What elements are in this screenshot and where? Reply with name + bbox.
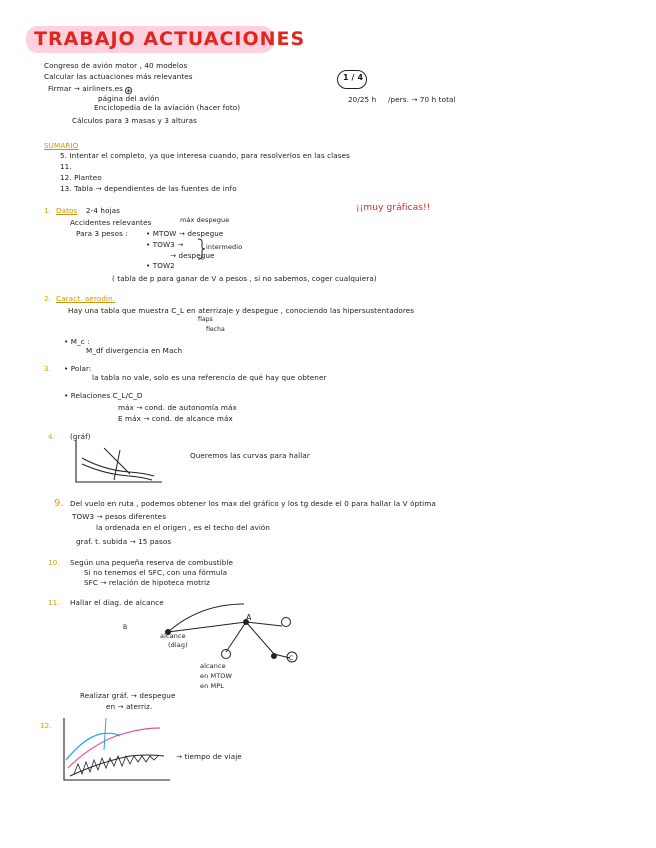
section-1-line-6: • TOW2: [146, 261, 175, 270]
section-11-footer-1: Realizar gráf. → despegue: [80, 691, 176, 700]
time-note: 20/25 h: [348, 95, 377, 104]
node-c-label: C: [289, 655, 294, 662]
section-3-line-4: máx → cond. de autonomía máx: [118, 403, 237, 412]
diagram-label-3: alcance: [200, 662, 226, 670]
intro-line-5: Enciclopedia de la aviación (hacer foto): [94, 103, 241, 112]
section-2-line-mdf: M_df divergencia en Mach: [86, 346, 183, 355]
diagram-label-1: alcance: [160, 632, 186, 640]
intro-line-6: Cálculos para 3 masas y 3 alturas: [72, 116, 197, 125]
section-1-pages: 2-4 hojas: [86, 206, 121, 215]
intro-line-2: Calcular las actuaciones más relevantes: [44, 72, 193, 81]
section-10-line-2: Si no tenemos el SFC, con una fórmula: [84, 568, 228, 577]
section-12-number: 12.: [40, 721, 52, 730]
section-2-heading: Caract. aerodin.: [56, 294, 116, 303]
section-9-line-1: Del vuelo en ruta , podemos obtener los max del gráfico y los tg desde el 0 para hallar la V óptima: [70, 499, 436, 508]
section-3-line-1: • Polar:: [64, 364, 92, 373]
section-2-flecha: flecha: [206, 326, 225, 333]
section-10-line-1: Según una pequeña reserva de combustible: [70, 558, 234, 567]
section-1-line-4: • TOW3 →: [146, 240, 184, 249]
section-1-number: 1.: [44, 206, 52, 215]
node-b-label: B: [123, 624, 128, 631]
section-10-number: 10.: [48, 558, 60, 567]
diagram-label-4: en MTOW: [200, 672, 233, 680]
section-2-line-1: Hay una tabla que muestra C_L en aterrizaje y despegue , conociendo las hipersustentadores: [68, 306, 415, 315]
section-3-line-5: E máx → cond. de alcance máx: [118, 414, 233, 423]
important-note: ¡¡muy gráficas!!: [356, 203, 431, 213]
section-11-number: 11.: [48, 598, 60, 607]
section-9-line-4: graf. t. subida → 15 pasos: [76, 537, 172, 546]
section-1-line-3: • MTOW → despegue: [146, 229, 224, 238]
section-4-caption: Queremos las curvas para hallar: [190, 451, 310, 460]
section-9-number: 9.: [54, 498, 64, 509]
section-4-sketch: [74, 440, 164, 485]
section-2-number: 2.: [44, 294, 52, 303]
diagram-label-2: (diag): [168, 641, 188, 649]
node-a-label: A: [246, 613, 252, 622]
section-1-side-1: máx despegue: [180, 216, 230, 224]
section-12-sketch: [60, 716, 178, 784]
section-3-line-2: la tabla no vale, solo es una referencia de qué hay que obtener: [92, 373, 327, 382]
section-1-line-5: → despegue: [170, 251, 215, 260]
section-10-line-3: SFC → relación de hipoteca motriz: [84, 578, 211, 587]
page-title: TRABAJO ACTUACIONES: [34, 28, 306, 50]
target-icon: ⊛: [124, 84, 134, 97]
sumario-heading: SUMARIO: [44, 141, 79, 150]
intro-line-1: Congreso de avión motor , 40 modelos: [44, 61, 188, 70]
section-2-line-mc: • M_c :: [64, 337, 90, 346]
time-note-total: /pers. → 70 h total: [388, 95, 456, 104]
section-1-heading: Datos: [56, 206, 78, 215]
sumario-item-2: 11.: [60, 162, 72, 171]
section-1-line-1: Accidentes relevantes: [70, 218, 152, 227]
section-1-side-2: intermedio: [206, 243, 243, 251]
section-4-number: 4.: [48, 432, 56, 441]
intro-line-4: página del avión: [98, 94, 160, 103]
section-1-line-2: Para 3 pesos :: [76, 229, 128, 238]
section-9-line-3: la ordenada en el origen , es el techo del avión: [96, 523, 271, 532]
sumario-item-3: 12. Planteo: [60, 173, 102, 182]
section-9-line-2: TOW3 → pesos diferentes: [72, 512, 167, 521]
section-11-line-1: Hallar el diag. de alcance: [70, 598, 164, 607]
sumario-item-4: 13. Tabla → dependientes de las fuentes de info: [60, 184, 237, 193]
brace-icon: [196, 238, 206, 260]
hours-box-label: 1 / 4: [343, 73, 364, 82]
sumario-item-1: 5. Intentar el completo, ya que interesa cuando, para resolverlos en las clases: [60, 151, 350, 160]
section-1-line-7: ( tabla de p para ganar de V a pesos , si no sabemos, coger cualquiera): [112, 274, 377, 283]
section-3-line-3: • Relaciones C_L/C_D: [64, 391, 143, 400]
intro-line-3: Firmar → airliners.es: [48, 84, 123, 93]
section-3-number: 3.: [44, 364, 52, 373]
section-2-flaps: flaps: [198, 316, 213, 323]
section-11-footer-2: en → aterriz.: [106, 702, 153, 711]
diagram-label-5: en MPL: [200, 682, 224, 690]
section-12-caption: → tiempo de viaje: [176, 752, 242, 761]
section-4-heading: (gráf): [70, 432, 91, 441]
